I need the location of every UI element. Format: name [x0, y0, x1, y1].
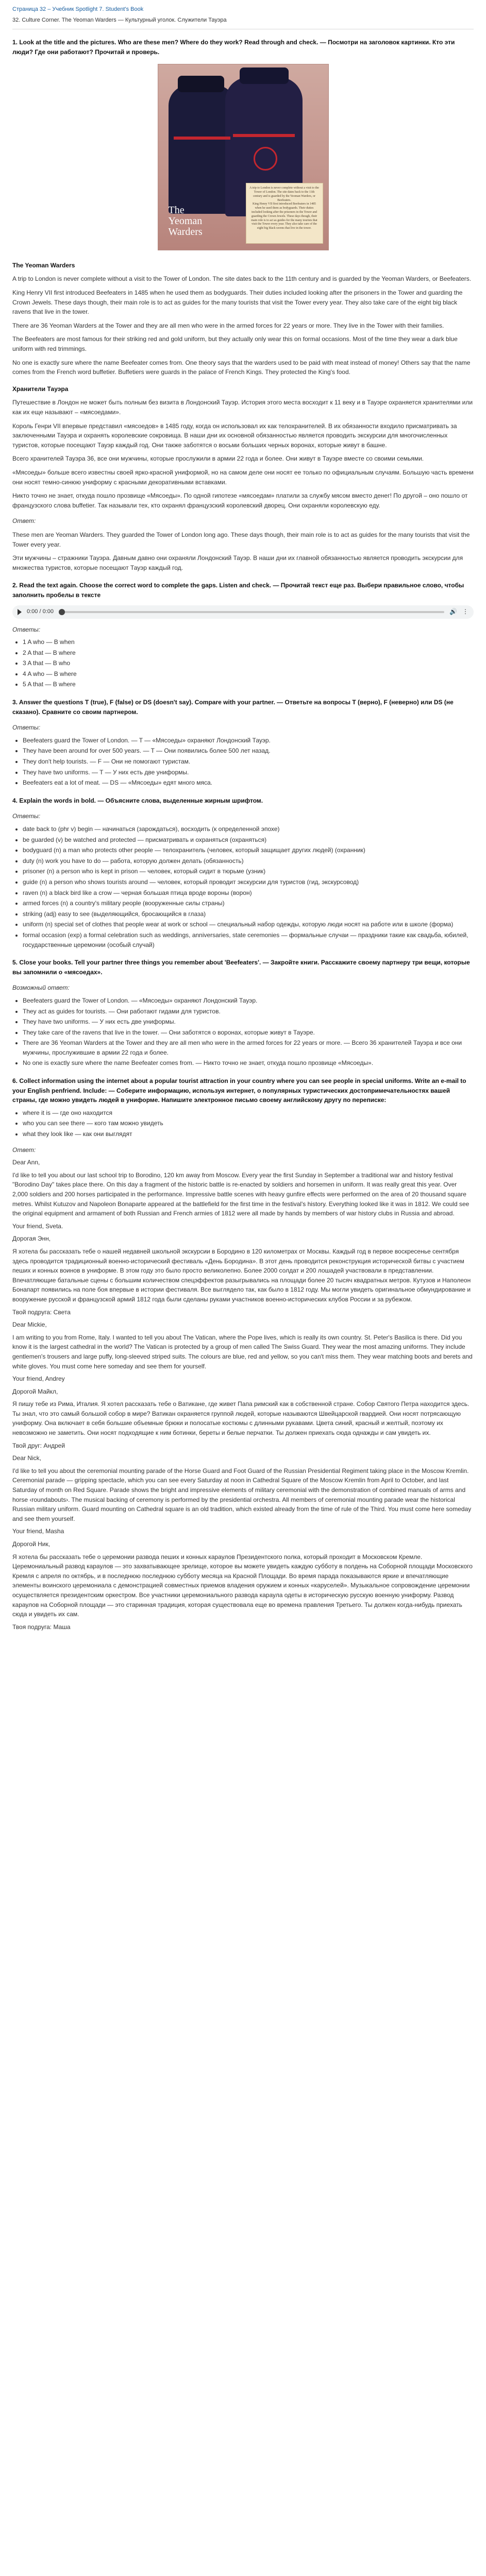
letter-4	[12, 1387, 474, 1451]
task-2	[12, 581, 474, 689]
letter-signoff: Your friend, Andrey	[12, 1375, 65, 1383]
list-item: • Beefeaters guard the Tower of London. — T — «Мясоеды» охраняют Лондонский Тауэр.	[23, 736, 474, 745]
text-paragraph-1: A trip to London is never complete without a visit to the Tower of London. The site dates back to the 11th century and is guarded by the Yeoman Warders, or Beefeaters.	[12, 275, 472, 283]
task-6-title: 6. Collect information using the internet about a popular tourist attraction in your country where you can see people in special uniforms. Write an e-mail to your English penfriend. Include: — Соберите информацию, используя интернет, о популярных туристических достопримечательностях вашей страны, где можно увидеть людей в униформе. Напишите электронное письмо своему английскому другу по переписке:	[12, 1077, 466, 1104]
letter-3	[12, 1320, 474, 1384]
list-item: • 3 A that — B who	[23, 658, 474, 668]
task-5-answer-label: Возможный ответ:	[12, 984, 70, 992]
task-4-title: 4. Explain the words in bold. — Объясните слова, выделенные жирным шрифтом.	[12, 796, 263, 804]
task-3-answer-label: Ответы:	[12, 724, 41, 732]
letter-body: Я хотела бы рассказать тебе о нашей недавней школьной экскурсии в Бородино в 120 километрах от Москвы. Каждый год в первое воскресенье сентября здесь проводится традиционный военно-исторический фестиваль «День Бородина». В этот день проводится реконструкция исторической битвы с участием пеших и конных воинов в униформе. В этом году это было просто великолепно. Более 2000 солдат и 200 лошадей участвовали в представлении. Впечатляющие батальные сцены с большим количеством спецэффектов разыгрывались на площади более 20 тысяч квадратных метров. Кутузов и Наполеон Бонапарт появились на поле боя впервые в истории фестиваля. Все выглядело так, как было в 1812 году. Мы могли увидеть оригинальное обмундирование и вооружение русской и французской армий 1812 года были сделаны руками участников военно-исторических клубов России и за рубежом.	[12, 1247, 471, 1303]
task-1-answer-ru: Эти мужчины – стражники Тауэра. Давным давно они охраняли Лондонский Тауэр. В наши дни их главной обязанностью является проводить экскурсии для множества туристов, которые посещают Тауэр каждый год.	[12, 554, 463, 571]
list-item: • They act as guides for tourists. — Они работают гидами для туристов.	[23, 1007, 474, 1016]
list-item: • 5 A that — B where	[23, 680, 474, 689]
translation-paragraph-1: Путешествие в Лондон не может быть полным без визита в Лондонский Тауэр. История этого места восходит к 11 веку и в Тауэре охраняется хранителями или как их еще называют – «мясоедами».	[12, 399, 473, 416]
warder-hat-right	[240, 67, 289, 84]
letter-6	[12, 1539, 474, 1632]
list-item: • 1 A who — B when	[23, 637, 474, 647]
task-3-title: 3. Answer the questions T (true), F (false) or DS (doesn't say). Compare with your partner. — Ответьте на вопросы Т (верно), F (неверно) или DS (не сказано). Сравните со своим партнером.	[12, 699, 454, 716]
poster-text-panel	[246, 183, 323, 244]
poster-text-paragraph-2: King Henry VII first introduced Beefeaters in 1485 when he used them as bodyguards. Their duties included looking after the prisoners in the Tower and guarding the Crown Jewels. These days though, their main role is to act as guides for the many tourists that visit the Tower every year. They also take care of the eight big black ravens that live in the tower.	[251, 202, 317, 230]
list-item: • 4 A who — B where	[23, 669, 474, 679]
list-item: • formal occasion (exp) a formal celebration such as weddings, anniversaries, state ceremonies — формальные случаи — праздники такие как свадьба, юбилей, государственные церемонии (особый случай)	[23, 930, 474, 950]
task-1	[12, 38, 474, 572]
volume-icon[interactable]: 🔊	[449, 608, 457, 616]
uniform-trim-right	[233, 134, 295, 137]
letter-signoff: Your friend, Masha	[12, 1528, 64, 1535]
letter-greeting: Dear Mickie,	[12, 1321, 47, 1329]
letter-signoff: Your friend, Sveta.	[12, 1222, 63, 1230]
letter-signoff: Твой друг: Андрей	[12, 1442, 65, 1449]
list-item: • There are 36 Yeoman Warders at the Tower and they are all men who were in the armed forces for 22 years or more. — Всего 36 хранителей Тауэра и все они мужчины, прослужившие в армии 22 года и более.	[23, 1038, 474, 1057]
poster-title	[165, 202, 233, 241]
task-2-answers	[12, 637, 474, 689]
audio-progress-knob[interactable]	[59, 609, 65, 615]
translation-paragraph-3: Всего хранителей Тауэра 36, все они мужчины, которые прослужили в армии 22 года и более. Они живут в Тауэре вместе со своими семьями.	[12, 455, 424, 463]
task-4-answers	[12, 824, 474, 950]
list-item: • raven (n) a black bird like a crow — черная большая птица вроде вороны (ворон)	[23, 888, 474, 898]
task-5-title: 5. Close your books. Tell your partner three things you remember about 'Beefeaters'. — Закройте книги. Расскажите своему партнеру три вещи, которые вы запомнили о «мясоедах».	[12, 959, 470, 976]
translation-heading: Хранители Тауэра	[12, 385, 69, 393]
list-item: • armed forces (n) a country's military people (вооруженные силы страны)	[23, 899, 474, 908]
letter-body: I'd like to tell you about the ceremonial mounting parade of the Horse Guard and Foot Guard of the Russian Presidential Regiment taking place in the Moscow Kremlin. Ceremonial parade — gripping spectacle, which you can see every Saturday at noon in Cathedral Square of the Moscow Kremlin from April to October, and last Saturday of month on Red Square. Parade shows the bright and impressive elements of military ceremonial with the demonstration of combined manuals of arms and horse ‹roundabouts›. The musical backing of ceremony is performed by the presidential orchestra. All members of ceremonial mounting parade wear the historical Russian military uniform. Guard mounting on Cathedral square is an old tradition, which existed already from the time of rule of the Third. You must come here someday and see them yourself.	[12, 1467, 472, 1522]
letter-greeting: Дорогой Ник,	[12, 1540, 51, 1548]
task-3	[12, 698, 474, 788]
text-paragraph-5: No one is exactly sure where the name Beefeater comes from. One theory says that the warders used to be paid with meat instead of money! Others say that the name comes from the French word buffetier. Buffetiers were guards in the palace of French Kings. They protected the King's food.	[12, 359, 471, 376]
list-item: • No one is exactly sure where the name Beefeater comes from. — Никто точно не знает, откуда пошло прозвище «Мясоеды».	[23, 1058, 474, 1068]
yeoman-warders-poster-image	[158, 64, 329, 250]
list-item: • They don't help tourists. — F — Они не помогают туристам.	[23, 757, 474, 767]
translation-paragraph-2: Король Генри VII впервые представил «мясоедов» в 1485 году, когда он использовал их как телохранителей. В их обязанности входило присматривать за заключенными Тауэра и охранять королевские сокровища. В наши дни их основной обязанностью является проводить экскурсии для многочисленных туристов, которые посещают Тауэр каждый год. Они также заботятся о восьми больших черных воронах, которые живут в башне.	[12, 422, 457, 449]
list-item: • They take care of the ravens that live in the tower. — Они заботятся о воронах, которые живут в Тауэре.	[23, 1028, 474, 1038]
list-item: • where it is — где оно находится	[23, 1108, 474, 1118]
task-2-answer-label: Ответы:	[12, 625, 41, 633]
breadcrumb-link-page[interactable]: Страница 32 – Учебник Spotlight 7. Student's Book	[12, 6, 144, 12]
more-options-icon[interactable]: ⋮	[462, 608, 468, 616]
text-paragraph-2: King Henry VII first introduced Beefeaters in 1485 when he used them as bodyguards. Their duties included looking after the prisoners in the Tower and guarding the Crown Jewels. These days though, their main role is to act as guides for the many tourists that visit the Tower every year. They also take care of the eight big black ravens that live in the tower.	[12, 289, 463, 316]
task-5	[12, 958, 474, 1068]
list-item: • what they look like — как они выглядят	[23, 1129, 474, 1139]
list-item: • guide (n) a person who shows tourists around — человек, который проводит экскурсии для туристов (гид, экскурсовод)	[23, 877, 474, 887]
list-item: • who you can see there — кого там можно увидеть	[23, 1118, 474, 1128]
letter-5	[12, 1453, 474, 1536]
task-5-answers	[12, 996, 474, 1068]
letter-signoff: Твой подруга: Света	[12, 1308, 71, 1316]
breadcrumb-line-1	[12, 5, 474, 14]
play-icon[interactable]	[18, 609, 22, 615]
list-item: • Beefeaters guard the Tower of London. — «Мясоеды» охраняют Лондонский Тауэр.	[23, 996, 474, 1006]
list-item: • They have two uniforms. — T — У них есть две униформы.	[23, 768, 474, 777]
task-6-answer-label: Ответ:	[12, 1146, 36, 1154]
text-paragraph-4: The Beefeaters are most famous for their striking red and gold uniform, but they actually only wear this on formal occasions. Most of the time they wear a dark blue uniform with red trimmings.	[12, 335, 458, 353]
list-item: • bodyguard (n) a man who protects other people — телохранитель (человек, который защищает других людей) (охранник)	[23, 845, 474, 855]
list-item: • date back to (phr v) begin — начинаться (зарождаться), восходить (к определенной эпохе)	[23, 824, 474, 834]
list-item: • striking (adj) easy to see (выделяющийся, бросающийся в глаза)	[23, 909, 474, 919]
breadcrumb-line-2: 32. Culture Corner. The Yeoman Warders — Культурный уголок. Служители Тауэра	[12, 17, 227, 24]
uniform-crest	[254, 147, 277, 171]
letter-greeting: Дорогой Майкл,	[12, 1387, 58, 1395]
list-item: • 2 A that — B where	[23, 648, 474, 658]
list-item: • They have two uniforms. — У них есть две униформы.	[23, 1017, 474, 1027]
task-4	[12, 796, 474, 950]
text-heading: The Yeoman Warders	[12, 261, 75, 269]
task-1-answer-label: Ответ:	[12, 517, 36, 525]
letter-signoff: Твоя подруга: Маша	[12, 1623, 71, 1631]
audio-player	[12, 605, 474, 619]
task-1-title: 1. Look at the title and the pictures. Who are these men? Where do they work? Read through and check. — Посмотри на заголовок картинки. Кто эти люди? Где они работают? Прочитай и проверь.	[12, 39, 455, 56]
poster-text-paragraph-1: A trip to London is never complete without a visit to the Tower of London. The site dates back to the 11th century and is guarded by the Yeoman Warders, or Beefeaters.	[249, 187, 319, 202]
poster-title-word-2: Yeoman	[168, 215, 203, 227]
text-paragraph-3: There are 36 Yeoman Warders at the Tower and they are all men who were in the armed forces for 22 years or more. They live in the Tower with their families.	[12, 321, 444, 329]
list-item: • They have been around for over 500 years. — T — Они появились более 500 лет назад.	[23, 746, 474, 756]
letter-body: I'd like to tell you about our last school trip to Borodino, 120 km away from Moscow. Every year the first Sunday in September a traditional war and history festival "Borodino Day" takes place there. On this day a fragment of the historic battle is re-enacted by soldiers and horsemen in uniform. It was really great this year. Over 2,000 soldiers and 200 horses participated in the performance. Impressive battle scenes with heavy gunfire effects were performed on the area of 20 thousand square metres. Whilst Kutuzov and Napoleon Bonaparte appeared at the battlefield for the first time in the festival's history. Everything looked like it was in 1812. We could see the original equipment and armament of both Russian and French armies of 1812 were all made by hands by members of war history clubs in Russia and abroad.	[12, 1171, 470, 1217]
list-item: • uniform (n) special set of clothes that people wear at work or school — специальный набор одежды, которую люди носят на работе или в школе (форма)	[23, 920, 474, 929]
poster-title-word-3: Warders	[168, 226, 203, 238]
audio-time: 0:00 / 0:00	[27, 608, 54, 615]
task-6-include-list	[12, 1108, 474, 1139]
task-4-answer-label: Ответы:	[12, 812, 41, 820]
letter-greeting: Dear Nick,	[12, 1454, 42, 1462]
uniform-trim-left	[174, 137, 230, 140]
letter-greeting: Dear Ann,	[12, 1159, 40, 1166]
poster-wrapper	[12, 64, 474, 253]
task-3-answers	[12, 736, 474, 788]
letter-body: Я хотела бы рассказать тебе о церемонии развода пеших и конных караулов Президентского полка, который проходит в Московском Кремле. Церемониальный развод караулов — это захватывающее зрелище, которое вы можете увидеть каждую субботу в полдень на Соборной площади Московского Кремля с апреля по октябрь, и в последнюю последнюю субботу месяца на Красной Площади. Во время парада показываются яркие и впечатляющие элементы воинского церемониала с демонстрацией совместных приемов владения оружием и конных «каруселей». Музыкальное сопровождение церемонии осуществляется президентским оркестром. Все участники церемониального развода караула одеты в историческую русскую военную униформу. Развод караулов на Соборной площади — это старинная традиция, которая существовала еще во времена правления Третьего. Ты должен когда-нибудь приехать сюда и увидеть их сам.	[12, 1553, 473, 1618]
translation-paragraph-5: Никто точно не знает, откуда пошло прозвище «Мясоеды». По одной гипотезе «мясоедам» платили за службу мясом вместо денег! По другой – оно пошло от французского слова buffetier. Так называли тех, кто охранял французский королевский дворец. Они охраняли королевскую еду.	[12, 492, 468, 509]
list-item: • Beefeaters eat a lot of meat. — DS — «Мясоеды» едят много мяса.	[23, 778, 474, 788]
letter-greeting: Дорогая Энн,	[12, 1235, 51, 1243]
task-1-answer-en: These men are Yeoman Warders. They guarded the Tower of London long ago. These days though, their main role is to act as guides for the many tourists that visit the Tower every year.	[12, 531, 470, 548]
list-item: • be guarded (v) be watched and protected — присматривать и охраняться (охраняться)	[23, 835, 474, 845]
letter-body: Я пишу тебе из Рима, Италия. Я хотел рассказать тебе о Ватикане, где живет Папа римский как в собственной стране. Собор Святого Петра находится здесь. Ты знал, что это самый большой собор в мире? Ватикан охраняется группой людей, которые называются Швейцарской гвардией. Они носят потрясающую униформу. Она включает в себя большие объемные брюки и полосатые костюмы с длинными рукавами. Цвета синий, красный и желтый, поэтому их невозможно не заметить. Они носят подходящие к ним ботинки, береты и белые перчатки. Ты должен приехать сюда однажды и сам увидеть их.	[12, 1400, 470, 1437]
task-2-title: 2. Read the text again. Choose the correct word to complete the gaps. Listen and check. — Прочитай текст еще раз. Выбери правильное слово, чтобы заполнить пробелы в тексте	[12, 582, 464, 599]
warder-hat-left	[178, 76, 224, 92]
letter-body: I am writing to you from Rome, Italy. I wanted to tell you about The Vatican, where the Pope lives, which is really its own country. St. Peter's Basilica is there. Did you know it is the largest cathedral in the world? The Vatican is protected by a group of men called The Swiss Guard. They wear the most amazing uniforms. They include gentlemen's trousers and large puffy, long-sleeved striped suits. The colours are blue, red and yellow, so you can't miss them. They wear matching boots and berets and white gloves. You must come here someday and see them for yourself.	[12, 1333, 473, 1370]
poster-title-word-1: The	[168, 205, 185, 216]
list-item: • prisoner (n) a person who is kept in prison — человек, который сидит в тюрьме (узник)	[23, 867, 474, 876]
task-6	[12, 1076, 474, 1632]
list-item: • duty (n) work you have to do — работа, которую должен делать (обязанность)	[23, 856, 474, 866]
audio-progress-track[interactable]	[59, 611, 444, 613]
translation-paragraph-4: «Мясоеды» больше всего известны своей ярко-красной униформой, но на самом деле они носят ее только по официальным случаям. Большую часть времени они носят темно-синюю униформу с красными декоративными вставками.	[12, 468, 474, 486]
letter-2	[12, 1234, 474, 1317]
breadcrumb	[12, 0, 474, 29]
letter-1	[12, 1158, 474, 1231]
